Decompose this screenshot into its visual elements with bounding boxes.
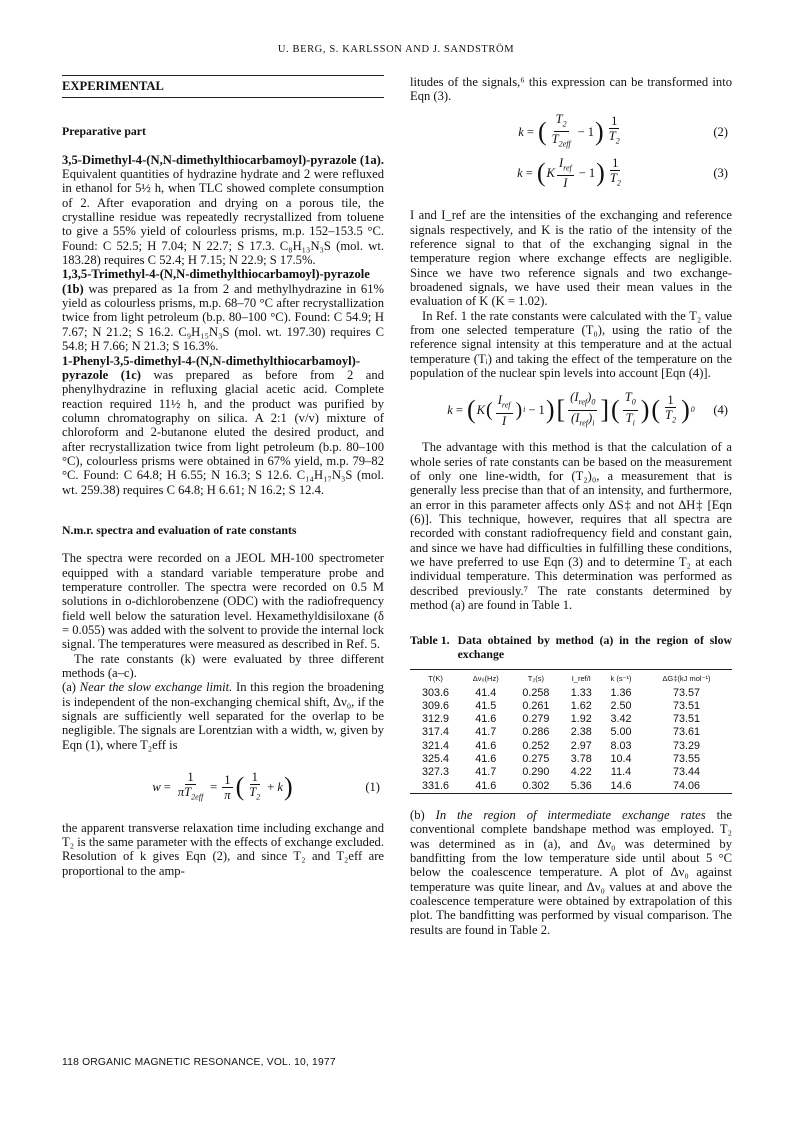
- subsection-heading-preparative: Preparative part: [62, 124, 146, 139]
- table-cell: 41.6: [475, 713, 497, 726]
- compound-1c-title: 1-Phenyl-3,5-dimethyl-4-(N,N-dimethylthiocarbamoyl)-pyrazole (1c): [62, 353, 361, 382]
- table-cell: 73.44: [672, 766, 700, 779]
- table-cell: 0.252: [522, 739, 550, 752]
- table-cell: 2.38: [570, 726, 592, 739]
- table-cell: 1.92: [570, 713, 592, 726]
- table-cell: 2.50: [610, 699, 632, 712]
- eq2-number: (2): [713, 124, 728, 139]
- compound-1a-title: 3,5-Dimethyl-4-(N,N-dimethylthiocarbamoyl)-pyrazole (1a).: [62, 152, 384, 167]
- table-cell: 14.6: [610, 779, 632, 792]
- eq1-number: (1): [365, 780, 380, 795]
- section-heading: EXPERIMENTAL: [62, 75, 384, 98]
- paragraph-compound-1b: [62, 267, 384, 353]
- table-cell: 3.42: [610, 713, 632, 726]
- right-column: [410, 75, 732, 937]
- table-cell: 73.51: [672, 713, 700, 726]
- table-row: [410, 700, 732, 713]
- table-cell: 331.6: [422, 779, 450, 792]
- equation-4: k = ( K ( $\frac{I_{ref}}{I}$ ) i − 1 ) [ $\frac{(I_{ref})_0}{(I_{ref})_i}$ ] ( $\frac{T_0}{T_i}$ ) ( $\frac{1}{T_2}$ ) 0 (4): [447, 390, 728, 428]
- table-label: Table 1.: [410, 632, 450, 647]
- equation-3: k = ( K $\frac{I_{ref}}{I}$ − 1 ) $\frac{1}{T_2}$ (3): [517, 155, 728, 191]
- table-row: [410, 726, 732, 739]
- table-cell: 1.33: [570, 686, 592, 699]
- paragraph-continuation: litudes of the signals,⁶ this expression can be transformed into Eqn (3).: [410, 75, 732, 104]
- col-header-delta-nu: Δν₀(Hz): [472, 674, 499, 684]
- eq1-lhs: w: [152, 780, 161, 795]
- table-cell: 11.4: [610, 766, 632, 779]
- table-cell: 74.06: [672, 779, 700, 792]
- left-column: [62, 75, 384, 878]
- table-cell: 41.5: [475, 699, 497, 712]
- paragraph-advantage: The advantage with this method is that the calculation of a whole series of rate constants can be based on the measurement of only one line-width, for (T₂)₀, a measurement that is generally less precise than that of an intensity, and furthermore, an error in this parameter affects only ΔS‡ and not ΔH‡ [Eqn (6)]. This technique, however, requires that all spectra are recorded with constant radiofrequency field and constant gain, and since we have had difficulties in fulfilling these conditions, we have preferred to use Eqn (3) and to determine T₂ at each individual temperature. This determination was performed as described previously.⁷ The rate constants determined by method (a) are found in Table 1.: [410, 440, 732, 613]
- table-cell: 41.6: [475, 779, 497, 792]
- table-cell: 1.36: [610, 686, 632, 699]
- method-a-text: In this region the broadening is independent of the non-exchanging chemical shift, Δν₀, if the signals are sufficiently well separated for the overlap to be negligible. The signals are Lorentzian with a width, w, given by Eqn (1), where T₂eff is: [62, 680, 384, 752]
- paragraph-nmr-spectra: The spectra were recorded on a JEOL MH-100 spectrometer equipped with a standard variable temperature probe and temperature controller. The spectra were recorded on 0.5 M solutions in o-dichlorobenzene (ODC) with the radiofrequency field well below the saturation level. Hexamethyldisiloxane (δ = 0.055) was added with the solvent to provide the internal lock signal. The temperatures were measured as described in Ref. 5.: [62, 551, 384, 652]
- table-caption-text: Data obtained by method (a) in the region of slow exchange: [457, 632, 732, 661]
- table-cell: 41.6: [475, 753, 497, 766]
- method-b-heading: In the region of intermediate exchange rates: [435, 807, 706, 822]
- table-cell: 41.7: [475, 726, 497, 739]
- table-cell: 303.6: [422, 686, 450, 699]
- table-cell: 309.6: [422, 699, 450, 712]
- paragraph-method-a: [62, 680, 384, 752]
- table-cell: 0.290: [522, 766, 550, 779]
- table-row: [410, 753, 732, 766]
- table-cell: 0.258: [522, 686, 550, 699]
- table-cell: 0.302: [522, 779, 550, 792]
- method-a-heading: Near the slow exchange limit.: [79, 680, 233, 695]
- col-header-delta-g: ΔG‡(kJ mol⁻¹): [662, 674, 711, 684]
- paragraph-compound-1c: [62, 354, 384, 497]
- table-cell: 5.36: [570, 779, 592, 792]
- table-cell: 73.57: [672, 686, 700, 699]
- table-row: [410, 713, 732, 726]
- table-cell: 73.29: [672, 739, 700, 752]
- table-cell: 8.03: [610, 739, 632, 752]
- table-cell: 2.97: [570, 739, 592, 752]
- table-cell: 0.286: [522, 726, 550, 739]
- method-a-label: (a): [62, 680, 80, 695]
- table-cell: 325.4: [422, 753, 450, 766]
- compound-1c-text: was prepared as before from 2 and phenylhydrazine in refluxing glacial acetic acid. Complete reaction required 11½ h, and the product was purified by column chromatography on silica. A 2:1 (v/v) mixture of chloroform and 2-butanone eluted the desired product, and after recrystallization twice from light petroleum (b.p. 80–100 °C), colourless prisms were obtained in 67% yield, m.p. 79–82 °C. Found: C 64.8; H 6.55; N 16.3; S 12.6. C₁₄H₁₇N₃S (mol. wt. 259.38) requires C 64.8; H 6.61; N 16.2; S 12.4.: [62, 367, 384, 497]
- table-caption: [410, 633, 732, 662]
- table-cell: 321.4: [422, 739, 450, 752]
- table-cell: 317.4: [422, 726, 450, 739]
- method-b-text: the conventional complete bandshape method was employed. T₂ was determined as in (a), and Δν₀ was determined by bandfitting from the low temperature side until about 5 °C below the coalescence temperature. A plot of Δν₀ against temperature was quite linear, and Δν₀ values at and above the coalescence temperature were obtained by extrapolation of this plot. The bandfitting was performed by visual comparison. The results are found in Table 2.: [410, 807, 732, 937]
- table-row: [410, 780, 732, 794]
- eq4-number: (4): [713, 403, 728, 418]
- table-cell: 312.9: [422, 713, 450, 726]
- table-row: [410, 766, 732, 779]
- table-cell: 327.3: [422, 766, 450, 779]
- equation-1: w = $\frac{1}{\pi T_{2eff}}$ = $\frac{1}{\pi}$ ( $\frac{1}{T_2}$ + k ) (1): [152, 770, 380, 802]
- eq3-number: (3): [713, 165, 728, 180]
- running-head: U. BERG, S. KARLSSON AND J. SANDSTRÖM: [277, 44, 515, 55]
- table-row: [410, 740, 732, 753]
- table-cell: 41.6: [475, 739, 497, 752]
- table-cell: 1.62: [570, 699, 592, 712]
- col-header-temperature: T(K): [428, 674, 443, 684]
- page-footer: 118 ORGANIC MAGNETIC RESONANCE, VOL. 10, 1977: [62, 1057, 336, 1068]
- paragraph-after-eq1: the apparent transverse relaxation time including exchange and T₂ is the same parameter with the effects of exchange excluded. Resolution of k gives Eqn (2), and since T₂ and T₂eff are proportional to the amp-: [62, 820, 384, 878]
- subsection-heading-nmr: N.m.r. spectra and evaluation of rate constants: [62, 522, 297, 537]
- table-cell: 10.4: [610, 753, 632, 766]
- table-cell: 73.61: [672, 726, 700, 739]
- compound-1b-title: 1,3,5-Trimethyl-4-(N,N-dimethylthiocarbamoyl)-pyrazole (1b): [62, 267, 370, 296]
- paragraph-compound-1a: [62, 153, 384, 268]
- table-cell: 41.7: [475, 766, 497, 779]
- table-cell: 73.51: [672, 699, 700, 712]
- table-cell: 73.55: [672, 753, 700, 766]
- table-cell: 0.275: [522, 753, 550, 766]
- paragraph-rate-constants: The rate constants (k) were evaluated by three different methods (a–c).: [62, 651, 384, 681]
- table-cell: 0.279: [522, 713, 550, 726]
- table-cell: 4.22: [570, 766, 592, 779]
- table-cell: 3.78: [570, 753, 592, 766]
- table-row: [410, 687, 732, 700]
- col-header-t2: T₂(s): [527, 674, 544, 684]
- table-header-row: [410, 670, 732, 687]
- paragraph-method-b: [410, 808, 732, 937]
- table-cell: 41.4: [475, 686, 497, 699]
- paragraph-ref1: In Ref. 1 the rate constants were calculated with the T₂ value from one selected temperature (T₀), using the ratio of the reference signal intensity at this temperature and at the actual temperature (Tᵢ) and taking the effect of the temperature on the population of the nuclear spin levels into account [Eqn (4)].: [410, 308, 732, 381]
- compound-1b-text: was prepared as 1a from 2 and methylhydrazine in 61% yield as colourless prisms, m.p. 68–70 °C after recrystallization twice from light petroleum (b.p. 80–100 °C). Found: C 54.9; H 7.67; N 21.2; S 16.2. C₉H₁₅N₃S (mol. wt. 197.30) requires C 54.8; H 7.66; N 21.3; S 16.3%.: [62, 281, 384, 354]
- paragraph-intensities: I and I_ref are the intensities of the exchanging and reference signals respectively, and K is the ratio of the intensity of the reference signal to that of the exchanging signal in the temperature region where exchange effects are negligible. Since we have two reference signals and two exchange-broadened signals, we have used their mean values in the evaluation of K (K = 1.02).: [410, 208, 732, 309]
- method-b-label: (b): [410, 807, 436, 822]
- compound-1a-text: Equivalent quantities of hydrazine hydrate and 2 were refluxed in ethanol for 5½ h, when TLC showed complete consumption of 2. After evaporation and drying on a porous tile, the crystalline residue was repeatedly recrystallized from toluene to give a 55% yield of colourless prisms, m.p. 152–153.5 °C. Found: C 52.5; H 7.04; N 22.7; S 17.3. C₈H₁₃N₃S (mol. wt. 183.28) requires C 52.4; H 7.15; N 22.9; S 17.5%.: [62, 167, 384, 268]
- equation-2: k = ( $\frac{T_2}{T_{2eff}}$ − 1 ) $\frac{1}{T_2}$ (2): [518, 111, 728, 149]
- table-cell: 5.00: [610, 726, 632, 739]
- table-cell: 0.261: [522, 699, 550, 712]
- col-header-k: k (s⁻¹): [610, 674, 632, 684]
- col-header-intensity-ratio: I_ref/I: [571, 674, 591, 684]
- data-table: [410, 669, 732, 794]
